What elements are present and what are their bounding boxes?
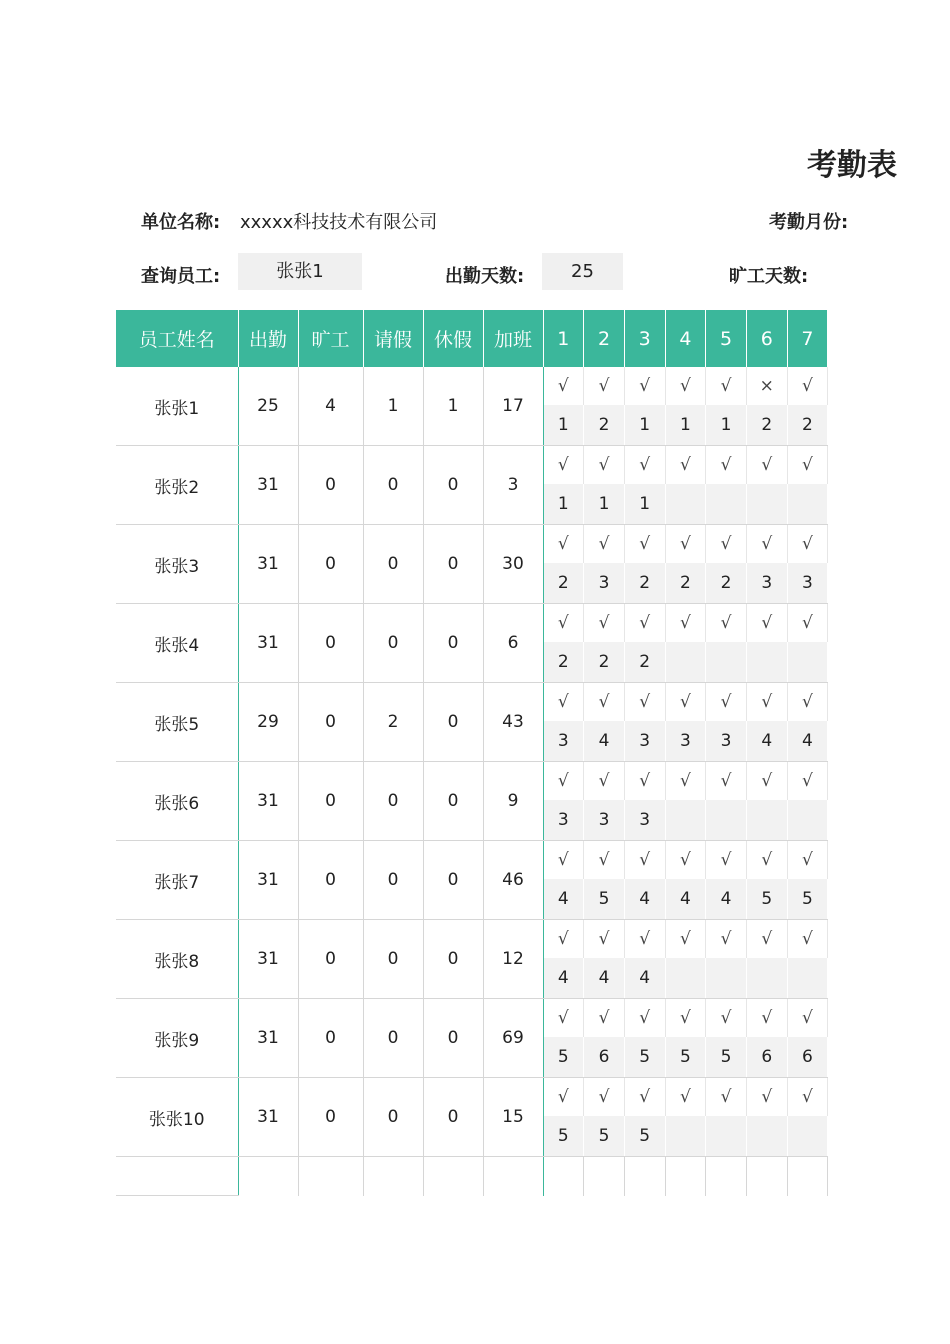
stat-cell[interactable]: 0 (423, 1078, 483, 1157)
day-count-cell[interactable]: 4 (584, 721, 625, 761)
stat-cell[interactable]: 31 (238, 446, 298, 525)
day-mark-cell[interactable]: √ (746, 920, 787, 959)
employee-name-cell[interactable]: 张张5 (116, 683, 238, 762)
table-row (116, 683, 828, 722)
column-header-3[interactable]: 请假 (363, 310, 423, 367)
stat-cell[interactable]: 69 (483, 999, 543, 1078)
employee-name-cell[interactable]: 张张10 (116, 1078, 238, 1157)
day-count-cell[interactable]: 4 (665, 879, 706, 919)
day-count-cell[interactable]: 1 (665, 405, 706, 445)
empty-cell[interactable] (483, 1157, 543, 1196)
day-count-cell[interactable] (746, 800, 787, 840)
day-count-cell[interactable] (787, 800, 828, 840)
day-mark-cell[interactable]: √ (543, 841, 584, 880)
column-header-12[interactable]: 7 (787, 310, 828, 367)
stat-cell[interactable]: 15 (483, 1078, 543, 1157)
day-mark-cell[interactable]: √ (665, 683, 706, 722)
day-mark-cell[interactable]: √ (746, 446, 787, 485)
day-count-cell[interactable]: 6 (746, 1037, 787, 1077)
empty-cell[interactable] (665, 1157, 706, 1196)
day-count-cell[interactable] (665, 642, 706, 682)
table-row (116, 920, 828, 959)
day-count-cell[interactable]: 2 (746, 405, 787, 445)
day-count-cell[interactable]: 5 (706, 1037, 747, 1077)
day-count-cell[interactable]: 5 (543, 1116, 584, 1156)
day-mark-cell[interactable]: √ (665, 920, 706, 959)
day-count-cell[interactable]: 2 (543, 642, 584, 682)
stat-cell[interactable]: 0 (298, 446, 363, 525)
employee-name-cell[interactable]: 张张1 (116, 367, 238, 446)
day-mark-cell[interactable]: √ (665, 446, 706, 485)
day-mark-cell[interactable]: √ (746, 604, 787, 643)
stat-cell[interactable]: 0 (298, 683, 363, 762)
day-count-cell[interactable]: 1 (584, 484, 625, 524)
table-row (116, 446, 828, 485)
stat-cell[interactable]: 43 (483, 683, 543, 762)
day-count-cell[interactable]: 3 (787, 563, 828, 603)
stat-cell[interactable]: 0 (363, 920, 423, 999)
table-row (116, 999, 828, 1038)
table-row (116, 841, 828, 880)
empty-cell[interactable] (543, 1157, 584, 1196)
column-header-7[interactable]: 2 (584, 310, 625, 367)
day-mark-cell[interactable]: √ (706, 525, 747, 564)
day-count-cell[interactable] (787, 642, 828, 682)
day-count-cell[interactable]: 4 (706, 879, 747, 919)
day-mark-cell[interactable]: √ (624, 525, 665, 564)
day-mark-cell[interactable]: √ (584, 446, 625, 485)
day-count-cell[interactable]: 2 (706, 563, 747, 603)
day-mark-cell[interactable]: √ (706, 999, 747, 1038)
day-mark-cell[interactable]: √ (787, 999, 828, 1038)
employee-name-cell[interactable]: 张张9 (116, 999, 238, 1078)
day-mark-cell[interactable]: √ (543, 367, 584, 405)
unit-value[interactable]: xxxxx科技技术有限公司 (240, 212, 438, 233)
day-mark-cell[interactable]: √ (543, 762, 584, 801)
day-count-cell[interactable] (746, 484, 787, 524)
day-mark-cell[interactable]: × (746, 367, 787, 405)
empty-cell[interactable] (584, 1157, 625, 1196)
day-count-cell[interactable] (746, 958, 787, 998)
day-count-cell[interactable]: 2 (584, 405, 625, 445)
empty-cell[interactable] (746, 1157, 787, 1196)
empty-cell[interactable] (238, 1157, 298, 1196)
day-count-cell[interactable]: 4 (624, 958, 665, 998)
stat-cell[interactable]: 0 (423, 999, 483, 1078)
day-mark-cell[interactable]: √ (624, 762, 665, 801)
day-count-cell[interactable]: 4 (787, 721, 828, 761)
day-count-cell[interactable]: 4 (543, 958, 584, 998)
day-count-cell[interactable]: 6 (787, 1037, 828, 1077)
day-count-cell[interactable]: 3 (746, 563, 787, 603)
stat-cell[interactable]: 0 (363, 604, 423, 683)
empty-cell[interactable] (787, 1157, 828, 1196)
day-mark-cell[interactable]: √ (543, 604, 584, 643)
day-count-cell[interactable]: 3 (624, 800, 665, 840)
column-header-4[interactable]: 休假 (423, 310, 483, 367)
day-mark-cell[interactable]: √ (543, 446, 584, 485)
stat-cell[interactable]: 0 (363, 525, 423, 604)
day-mark-cell[interactable]: √ (665, 525, 706, 564)
stat-cell[interactable]: 3 (483, 446, 543, 525)
day-mark-cell[interactable]: √ (746, 762, 787, 801)
column-header-name[interactable]: 员工姓名 (116, 310, 238, 367)
day-count-cell[interactable]: 5 (584, 879, 625, 919)
day-count-cell[interactable]: 2 (584, 642, 625, 682)
stat-cell[interactable]: 29 (238, 683, 298, 762)
empty-cell[interactable] (423, 1157, 483, 1196)
empty-cell[interactable] (706, 1157, 747, 1196)
column-header-1[interactable]: 出勤 (238, 310, 298, 367)
day-count-cell[interactable]: 2 (624, 642, 665, 682)
stat-cell[interactable]: 0 (423, 683, 483, 762)
day-count-cell[interactable]: 3 (706, 721, 747, 761)
column-header-11[interactable]: 6 (746, 310, 787, 367)
day-mark-cell[interactable]: √ (665, 604, 706, 643)
day-count-cell[interactable]: 5 (665, 1037, 706, 1077)
employee-name-cell[interactable]: 张张3 (116, 525, 238, 604)
day-count-cell[interactable]: 1 (706, 405, 747, 445)
day-count-cell[interactable]: 3 (584, 800, 625, 840)
stat-cell[interactable]: 17 (483, 367, 543, 446)
day-mark-cell[interactable]: √ (624, 446, 665, 485)
day-count-cell[interactable]: 3 (543, 800, 584, 840)
day-mark-cell[interactable]: √ (746, 1078, 787, 1117)
day-mark-cell[interactable]: √ (706, 367, 747, 405)
day-mark-cell[interactable]: √ (584, 525, 625, 564)
attendance-table (116, 310, 828, 1196)
day-mark-cell[interactable]: √ (706, 1078, 747, 1117)
stat-cell[interactable]: 46 (483, 841, 543, 920)
day-mark-cell[interactable]: √ (624, 999, 665, 1038)
table-body (116, 367, 828, 1196)
day-count-cell[interactable] (746, 642, 787, 682)
stat-cell[interactable]: 31 (238, 841, 298, 920)
day-mark-cell[interactable]: √ (746, 525, 787, 564)
stat-cell[interactable]: 0 (423, 920, 483, 999)
table-row (116, 525, 828, 564)
attend-days-label: 出勤天数: (445, 266, 525, 287)
table-header-row (116, 310, 828, 367)
day-mark-cell[interactable]: √ (543, 920, 584, 959)
stat-cell[interactable]: 9 (483, 762, 543, 841)
day-mark-cell[interactable]: √ (787, 446, 828, 485)
day-mark-cell[interactable]: √ (624, 1078, 665, 1117)
day-mark-cell[interactable]: √ (787, 841, 828, 880)
stat-cell[interactable]: 0 (298, 525, 363, 604)
stat-cell[interactable]: 25 (238, 367, 298, 446)
stat-cell[interactable]: 31 (238, 604, 298, 683)
stat-cell[interactable]: 0 (363, 446, 423, 525)
stat-cell[interactable]: 0 (423, 446, 483, 525)
stat-cell[interactable]: 0 (423, 604, 483, 683)
column-header-9[interactable]: 4 (665, 310, 706, 367)
day-mark-cell[interactable]: √ (706, 446, 747, 485)
stat-cell[interactable]: 31 (238, 1078, 298, 1157)
day-count-cell[interactable]: 5 (746, 879, 787, 919)
day-mark-cell[interactable]: √ (787, 367, 828, 405)
day-count-cell[interactable] (706, 958, 747, 998)
day-mark-cell[interactable]: √ (584, 920, 625, 959)
stat-cell[interactable]: 31 (238, 920, 298, 999)
day-count-cell[interactable]: 1 (624, 405, 665, 445)
day-count-cell[interactable]: 1 (624, 484, 665, 524)
day-mark-cell[interactable]: √ (665, 367, 706, 405)
column-header-5[interactable]: 加班 (483, 310, 543, 367)
employee-name-cell[interactable]: 张张4 (116, 604, 238, 683)
empty-cell[interactable] (116, 1157, 238, 1196)
query-label: 查询员工: (141, 266, 221, 287)
day-count-cell[interactable]: 3 (584, 563, 625, 603)
day-count-cell[interactable] (665, 800, 706, 840)
day-count-cell[interactable]: 3 (624, 721, 665, 761)
day-mark-cell[interactable]: √ (706, 920, 747, 959)
day-count-cell[interactable]: 5 (624, 1037, 665, 1077)
day-mark-cell[interactable]: √ (624, 920, 665, 959)
day-mark-cell[interactable]: √ (543, 1078, 584, 1117)
stat-cell[interactable]: 31 (238, 762, 298, 841)
day-count-cell[interactable]: 2 (624, 563, 665, 603)
day-mark-cell[interactable]: √ (746, 999, 787, 1038)
day-mark-cell[interactable]: √ (584, 762, 625, 801)
month-label: 考勤月份: (769, 212, 849, 233)
day-mark-cell[interactable]: √ (624, 604, 665, 643)
stat-cell[interactable]: 0 (363, 762, 423, 841)
day-count-cell[interactable] (665, 1116, 706, 1156)
day-mark-cell[interactable]: √ (746, 683, 787, 722)
day-count-cell[interactable]: 1 (543, 405, 584, 445)
day-mark-cell[interactable]: √ (706, 604, 747, 643)
day-count-cell[interactable]: 3 (543, 721, 584, 761)
day-mark-cell[interactable]: √ (706, 841, 747, 880)
stat-cell[interactable]: 1 (363, 367, 423, 446)
day-mark-cell[interactable]: √ (706, 683, 747, 722)
day-count-cell[interactable] (706, 1116, 747, 1156)
employee-name-cell[interactable]: 张张6 (116, 762, 238, 841)
day-count-cell[interactable] (746, 1116, 787, 1156)
stat-cell[interactable]: 0 (423, 525, 483, 604)
attend-days-value[interactable]: 25 (542, 253, 623, 290)
employee-name-cell[interactable]: 张张2 (116, 446, 238, 525)
day-count-cell[interactable]: 2 (665, 563, 706, 603)
stat-cell[interactable]: 31 (238, 525, 298, 604)
unit-label: 单位名称: (141, 212, 221, 233)
employee-name-cell[interactable]: 张张7 (116, 841, 238, 920)
day-mark-cell[interactable]: √ (665, 841, 706, 880)
table-row (116, 1078, 828, 1117)
day-mark-cell[interactable]: √ (584, 999, 625, 1038)
column-header-2[interactable]: 旷工 (298, 310, 363, 367)
stat-cell[interactable]: 0 (298, 920, 363, 999)
day-mark-cell[interactable]: √ (665, 999, 706, 1038)
day-mark-cell[interactable]: √ (543, 525, 584, 564)
stat-cell[interactable]: 30 (483, 525, 543, 604)
day-mark-cell[interactable]: √ (787, 604, 828, 643)
day-count-cell[interactable]: 5 (624, 1116, 665, 1156)
stat-cell[interactable]: 0 (363, 841, 423, 920)
column-header-6[interactable]: 1 (543, 310, 584, 367)
day-mark-cell[interactable]: √ (787, 762, 828, 801)
stat-cell[interactable]: 31 (238, 999, 298, 1078)
stat-cell[interactable]: 0 (298, 604, 363, 683)
day-count-cell[interactable] (665, 484, 706, 524)
day-count-cell[interactable]: 6 (584, 1037, 625, 1077)
day-mark-cell[interactable]: √ (787, 683, 828, 722)
day-mark-cell[interactable]: √ (584, 683, 625, 722)
day-mark-cell[interactable]: √ (584, 1078, 625, 1117)
day-mark-cell[interactable]: √ (584, 841, 625, 880)
day-count-cell[interactable]: 4 (584, 958, 625, 998)
employee-name-cell[interactable]: 张张8 (116, 920, 238, 999)
table-row (116, 762, 828, 801)
day-mark-cell[interactable]: √ (665, 1078, 706, 1117)
day-count-cell[interactable] (665, 958, 706, 998)
day-mark-cell[interactable]: √ (706, 762, 747, 801)
day-mark-cell[interactable]: √ (665, 762, 706, 801)
day-count-cell[interactable] (706, 642, 747, 682)
stat-cell[interactable]: 1 (423, 367, 483, 446)
empty-cell[interactable] (624, 1157, 665, 1196)
day-count-cell[interactable] (706, 800, 747, 840)
stat-cell[interactable]: 0 (363, 1078, 423, 1157)
day-count-cell[interactable]: 5 (787, 879, 828, 919)
stat-cell[interactable]: 12 (483, 920, 543, 999)
stat-cell[interactable]: 4 (298, 367, 363, 446)
stat-cell[interactable]: 6 (483, 604, 543, 683)
day-count-cell[interactable]: 2 (543, 563, 584, 603)
day-mark-cell[interactable]: √ (746, 841, 787, 880)
stat-cell[interactable]: 0 (298, 999, 363, 1078)
day-mark-cell[interactable]: √ (624, 841, 665, 880)
day-count-cell[interactable] (787, 1116, 828, 1156)
day-count-cell[interactable] (787, 484, 828, 524)
day-count-cell[interactable]: 5 (543, 1037, 584, 1077)
table-row (116, 367, 828, 405)
day-count-cell[interactable]: 4 (624, 879, 665, 919)
stat-cell[interactable]: 0 (298, 841, 363, 920)
stat-cell[interactable]: 0 (298, 762, 363, 841)
day-count-cell[interactable]: 3 (665, 721, 706, 761)
day-mark-cell[interactable]: √ (624, 367, 665, 405)
table-row (116, 604, 828, 643)
day-mark-cell[interactable]: √ (787, 1078, 828, 1117)
day-count-cell[interactable]: 5 (584, 1116, 625, 1156)
day-mark-cell[interactable]: √ (787, 525, 828, 564)
column-header-10[interactable]: 5 (706, 310, 747, 367)
table-row-empty (116, 1157, 828, 1196)
day-mark-cell[interactable]: √ (584, 367, 625, 405)
day-count-cell[interactable]: 4 (746, 721, 787, 761)
day-count-cell[interactable] (787, 958, 828, 998)
query-employee-cell[interactable]: 张张1 (238, 253, 362, 290)
stat-cell[interactable]: 2 (363, 683, 423, 762)
stat-cell[interactable]: 0 (298, 1078, 363, 1157)
empty-cell[interactable] (298, 1157, 363, 1196)
sheet-title: 考勤表 (807, 148, 897, 183)
day-count-cell[interactable]: 2 (787, 405, 828, 445)
day-count-cell[interactable]: 1 (543, 484, 584, 524)
day-mark-cell[interactable]: √ (624, 683, 665, 722)
absent-days-label: 旷工天数: (729, 266, 809, 287)
stat-cell[interactable]: 0 (363, 999, 423, 1078)
day-count-cell[interactable] (706, 484, 747, 524)
day-mark-cell[interactable]: √ (787, 920, 828, 959)
empty-cell[interactable] (363, 1157, 423, 1196)
day-mark-cell[interactable]: √ (584, 604, 625, 643)
day-mark-cell[interactable]: √ (543, 683, 584, 722)
stat-cell[interactable]: 0 (423, 762, 483, 841)
stat-cell[interactable]: 0 (423, 841, 483, 920)
column-header-8[interactable]: 3 (624, 310, 665, 367)
day-count-cell[interactable]: 4 (543, 879, 584, 919)
day-mark-cell[interactable]: √ (543, 999, 584, 1038)
